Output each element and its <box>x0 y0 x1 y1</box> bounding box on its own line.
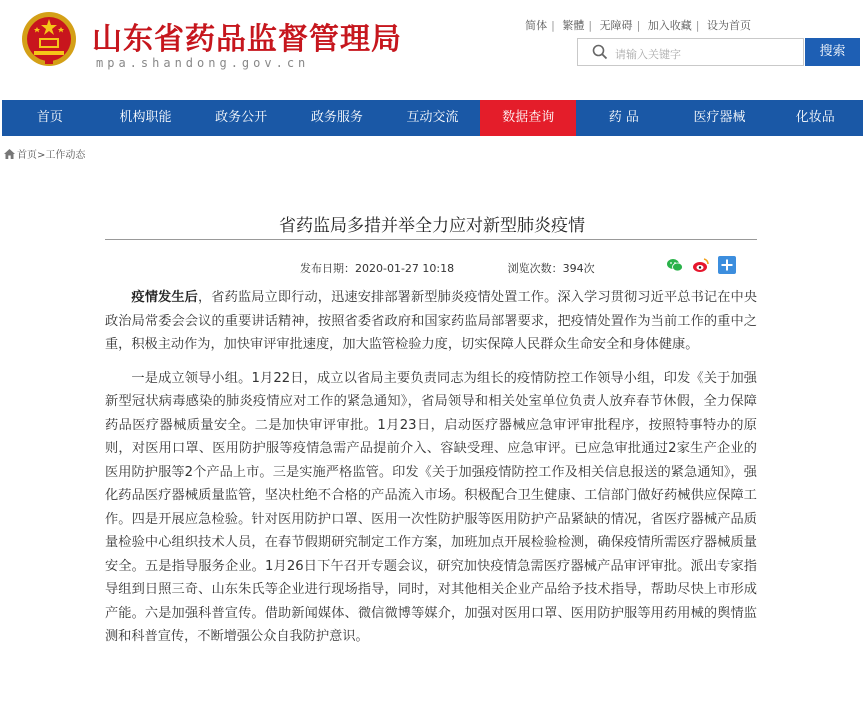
toplink-traditional[interactable]: 繁體 <box>562 19 585 32</box>
nav-item-functions[interactable]: 机构职能 <box>119 110 172 125</box>
breadcrumb-separator: > <box>37 150 46 161</box>
paragraph-text: ，省药监局立即行动，迅速安排部署新型肺炎疫情处置工作。深入学习贯彻习近平总书记在中央政治局常委会会议的重要讲话精神，按照省委省政府和国家药监局部署要求，把疫情处置作为当前工作的重中之重，积极主动作为，加快审评审批速度，加大监管检验力度，切实保障人民群众生命安全和身体健康。 <box>105 290 758 352</box>
nav-item-medical-devices[interactable]: 医疗器械 <box>693 110 746 125</box>
toplink-homepage[interactable]: 设为首页 <box>707 19 751 32</box>
weibo-icon[interactable] <box>692 256 710 274</box>
toplink-accessibility[interactable]: 无障碍 <box>599 19 633 32</box>
nav-item-home[interactable]: 首页 <box>36 110 63 125</box>
article-body <box>105 286 757 659</box>
divider: | <box>588 19 593 32</box>
nav-item-services[interactable]: 政务服务 <box>310 110 363 125</box>
breadcrumb-current[interactable]: 工作动态 <box>45 150 86 161</box>
toplink-favorite[interactable]: 加入收藏 <box>647 19 692 32</box>
site-header <box>0 0 865 100</box>
title-divider <box>105 239 757 240</box>
toplink-simplified[interactable]: 简体 <box>525 19 548 32</box>
nav-item-cosmetics[interactable]: 化妆品 <box>795 110 835 125</box>
breadcrumb <box>4 146 85 161</box>
search-placeholder: 请输入关键字 <box>615 48 681 61</box>
wechat-icon[interactable] <box>666 256 684 274</box>
divider: | <box>551 19 555 32</box>
site-title[interactable]: 山东省药品监督管理局 <box>92 22 402 57</box>
divider: | <box>636 19 641 32</box>
nav-item-drugs[interactable]: 药 品 <box>608 110 639 125</box>
paragraph-lead: 疫情发生后 <box>131 290 198 305</box>
home-icon <box>4 149 15 159</box>
publish-date: 2020-01-27 10:18 <box>355 262 455 275</box>
plus-share-icon[interactable] <box>718 256 736 274</box>
main-nav <box>2 100 863 136</box>
share-bar <box>666 256 739 274</box>
views-count: 394次 <box>562 262 595 275</box>
nav-item-interaction[interactable]: 互动交流 <box>406 110 459 125</box>
publish-label: 发布日期： <box>300 262 355 275</box>
nav-item-gov-affairs[interactable]: 政务公开 <box>215 110 268 125</box>
search-icon <box>592 44 608 60</box>
search-button[interactable]: 搜索 <box>805 38 860 66</box>
views-label: 浏览次数： <box>507 262 563 275</box>
article-meta <box>300 260 595 276</box>
paragraph: 一是成立领导小组。1月22日，成立以省局主要负责同志为组长的疫情防控工作领导小组，印发《关于加强新型冠状病毒感染的肺炎疫情应对工作的紧急通知》，省局领导和相关处室单位负责人放弃春节休假，全力保障药品医疗器械质量安全。二是加快审评审批。1月23日，启动医疗器械应急审评审批程序，按照特事特办的原则，对医用口罩、医用防护服等疫情急需产品提前介入、容缺受理、应急审评。已应急审批通过2家生产企业的医用防护服等2个产品上市。三是实施严格监管。印发《关于加强疫情防控工作及相关信息报送的紧急通知》，强化药品医疗器械质量监管，坚决杜绝不合格的产品流入市场。积极配合卫生健康、工信部门做好药械供应保障工作。四是开展应急检验。针对医用防护口罩、医用一次性防护服等医用防护产品紧缺的情况，省医疗器械产品质量检验中心组织技术人员，在春节假期研究制定工作方案，加班加点开展检验检测，确保疫情所需医疗器械质量安全。五是指导服务企业。1月26日下午召开专题会议，研究加快疫情急需医疗器械产品审评审批。派出专家指导组到日照三奇、山东朱氏等企业进行现场指导，同时，对其他相关企业产品给予技术指导，帮助尽快上市形成产能。六是加强科普宣传。借助新闻媒体、微信微博等媒介，加强对医用口罩、医用防护服等用药用械的舆情监测和科普宣传，不断增强公众自我防护意识。 <box>105 370 757 644</box>
divider: | <box>695 19 700 32</box>
site-domain: mpa.shandong.gov.cn <box>96 56 310 70</box>
national-emblem-icon[interactable] <box>20 10 78 68</box>
search-input[interactable] <box>577 38 804 66</box>
article-title: 省药监局多措并举全力应对新型肺炎疫情 <box>279 216 585 236</box>
top-links <box>523 17 753 33</box>
nav-item-data-query[interactable]: 数据查询 <box>480 100 576 136</box>
paragraph <box>105 286 757 357</box>
breadcrumb-home[interactable]: 首页 <box>17 150 37 161</box>
